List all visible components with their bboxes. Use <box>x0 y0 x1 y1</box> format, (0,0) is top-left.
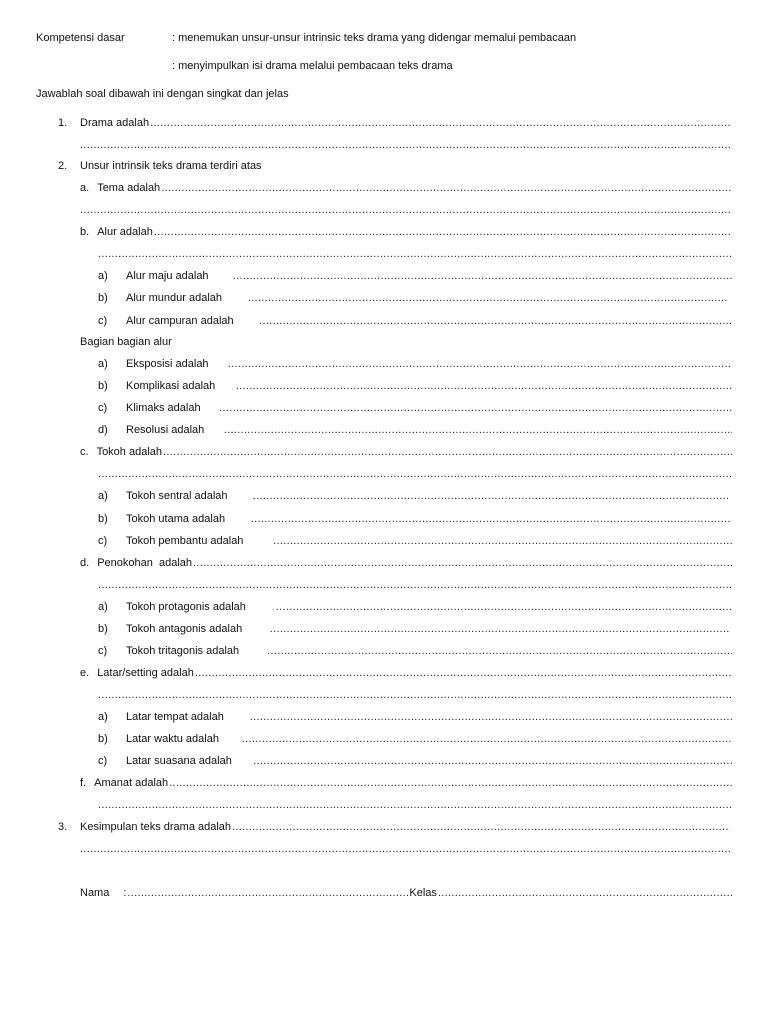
answer-dots[interactable] <box>248 290 728 306</box>
answer-dots[interactable] <box>267 643 732 659</box>
subitem-number: a) <box>98 270 108 282</box>
subitem-text: Tokoh pembantu adalah <box>126 535 244 547</box>
subitem-number: b) <box>98 623 108 635</box>
subitem-latar-waktu <box>98 731 732 747</box>
subitem-number: c) <box>98 755 108 767</box>
item-number: c. <box>80 446 89 458</box>
subitem-latar-tempat <box>98 709 732 725</box>
answer-line[interactable] <box>98 687 732 703</box>
item-text: Latar/setting adalah <box>97 667 194 679</box>
item-penokohan <box>80 555 732 571</box>
instruction <box>36 86 736 102</box>
question-1 <box>58 115 732 131</box>
item-number: e. <box>80 667 90 679</box>
answer-dots[interactable] <box>259 313 732 329</box>
name-field[interactable] <box>127 885 409 901</box>
subitem-text: Komplikasi adalah <box>126 380 216 392</box>
subitem-eksposisi <box>98 356 732 372</box>
subitem-protagonis <box>98 599 732 615</box>
answer-dots[interactable] <box>219 400 732 416</box>
answer-dots[interactable] <box>161 180 732 196</box>
item-text: Tokoh adalah <box>96 446 163 458</box>
item-amanat <box>80 775 732 791</box>
competency-label: Kompetensi dasar <box>36 32 125 44</box>
subitem-number: a) <box>98 490 108 502</box>
question-number: 1. <box>58 117 68 129</box>
subitem-tokoh-utama <box>98 511 732 527</box>
item-text: Penokohan adalah <box>97 557 192 569</box>
competency-line-2 <box>172 58 732 74</box>
subitem-number: c) <box>98 535 108 547</box>
item-text: Tema adalah <box>97 182 161 194</box>
answer-dots[interactable] <box>276 599 732 615</box>
class-label: Kelas <box>409 887 437 899</box>
name-label: Nama <box>80 887 110 899</box>
subitem-tokoh-pembantu <box>98 533 732 549</box>
question-3 <box>58 819 730 835</box>
subitem-tokoh-sentral <box>98 488 728 504</box>
answer-dots[interactable] <box>163 444 732 460</box>
answer-line[interactable] <box>80 137 732 153</box>
answer-dots[interactable] <box>233 268 732 284</box>
item-text: Alur adalah <box>97 226 153 238</box>
name-colon: : <box>123 887 127 899</box>
answer-dots[interactable] <box>273 533 732 549</box>
subitem-text: Resolusi adalah <box>126 424 205 436</box>
subitem-number: b) <box>98 380 108 392</box>
competency-line-1 <box>36 30 736 46</box>
answer-dots[interactable] <box>232 819 730 835</box>
subitem-number: b) <box>98 513 108 525</box>
item-number: b. <box>80 226 90 238</box>
class-field[interactable] <box>438 885 732 901</box>
subitem-komplikasi <box>98 378 732 394</box>
answer-dots[interactable] <box>253 488 728 504</box>
subitem-text: Klimaks adalah <box>126 402 201 414</box>
item-tokoh <box>80 444 732 460</box>
item-text: Amanat adalah <box>94 777 169 789</box>
competency-text-1: : menemukan unsur-unsur intrinsic teks drama yang didengar memalui pembacaan <box>172 32 577 44</box>
answer-dots[interactable] <box>154 224 732 240</box>
question-text: Kesimpulan teks drama adalah <box>80 821 232 833</box>
subitem-text: Alur campuran adalah <box>126 315 234 327</box>
answer-line[interactable] <box>80 202 732 218</box>
item-number: f. <box>80 777 87 789</box>
subitem-antagonis <box>98 621 730 637</box>
subitem-number: b) <box>98 292 108 304</box>
subitem-number: a) <box>98 711 108 723</box>
question-text: Unsur intrinsik teks drama terdiri atas <box>80 160 262 172</box>
question-text: Drama adalah <box>80 117 150 129</box>
answer-dots[interactable] <box>150 115 732 131</box>
subitem-text: Alur mundur adalah <box>126 292 223 304</box>
name-class-line <box>80 885 732 901</box>
item-number: d. <box>80 557 90 569</box>
answer-dots[interactable] <box>195 665 732 681</box>
answer-dots[interactable] <box>270 621 730 637</box>
item-tema <box>80 180 732 196</box>
answer-line[interactable] <box>98 797 732 813</box>
instruction-text: Jawablah soal dibawah ini dengan singkat dan jelas <box>36 88 289 100</box>
answer-dots[interactable] <box>228 356 732 372</box>
answer-line[interactable] <box>98 577 732 593</box>
subitem-alur-mundur <box>98 290 728 306</box>
subitem-number: c) <box>98 645 108 657</box>
subitem-alur-campuran <box>98 313 732 329</box>
subitem-text: Eksposisi adalah <box>126 358 209 370</box>
subitem-number: c) <box>98 315 108 327</box>
answer-dots[interactable] <box>169 775 732 791</box>
subitem-alur-maju <box>98 268 732 284</box>
subitem-number: d) <box>98 424 108 436</box>
bagian-alur-title <box>80 334 380 350</box>
subitem-text: Latar waktu adalah <box>126 733 219 745</box>
answer-line[interactable] <box>80 841 732 857</box>
subitem-text: Latar tempat adalah <box>126 711 224 723</box>
answer-line[interactable] <box>98 246 732 262</box>
subitem-number: c) <box>98 402 108 414</box>
subitem-text: Tokoh tritagonis adalah <box>126 645 240 657</box>
subitem-text: Latar suasana adalah <box>126 755 232 767</box>
subitem-text: Tokoh antagonis adalah <box>126 623 243 635</box>
subitem-number: b) <box>98 733 108 745</box>
answer-line[interactable] <box>98 466 732 482</box>
subitem-text: Tokoh sentral adalah <box>126 490 228 502</box>
question-number: 2. <box>58 160 68 172</box>
section-title: Bagian bagian alur <box>80 336 172 348</box>
answer-dots[interactable] <box>242 731 732 747</box>
subitem-resolusi <box>98 422 732 438</box>
subitem-text: Tokoh protagonis adalah <box>126 601 246 613</box>
answer-dots[interactable] <box>236 378 732 394</box>
item-latar <box>80 665 732 681</box>
subitem-number: a) <box>98 601 108 613</box>
item-number: a. <box>80 182 90 194</box>
subitem-latar-suasana <box>98 753 732 769</box>
subitem-number: a) <box>98 358 108 370</box>
answer-dots[interactable] <box>253 753 732 769</box>
question-number: 3. <box>58 821 68 833</box>
subitem-tritagonis <box>98 643 732 659</box>
answer-dots[interactable] <box>250 709 732 725</box>
subitem-klimaks <box>98 400 732 416</box>
answer-dots[interactable] <box>193 555 732 571</box>
answer-dots[interactable] <box>251 511 732 527</box>
question-2 <box>58 158 732 174</box>
subitem-text: Tokoh utama adalah <box>126 513 226 525</box>
item-alur <box>80 224 732 240</box>
answer-dots[interactable] <box>224 422 732 438</box>
competency-text-2: : menyimpulkan isi drama melalui pembacaan teks drama <box>172 60 453 72</box>
subitem-text: Alur maju adalah <box>126 270 209 282</box>
